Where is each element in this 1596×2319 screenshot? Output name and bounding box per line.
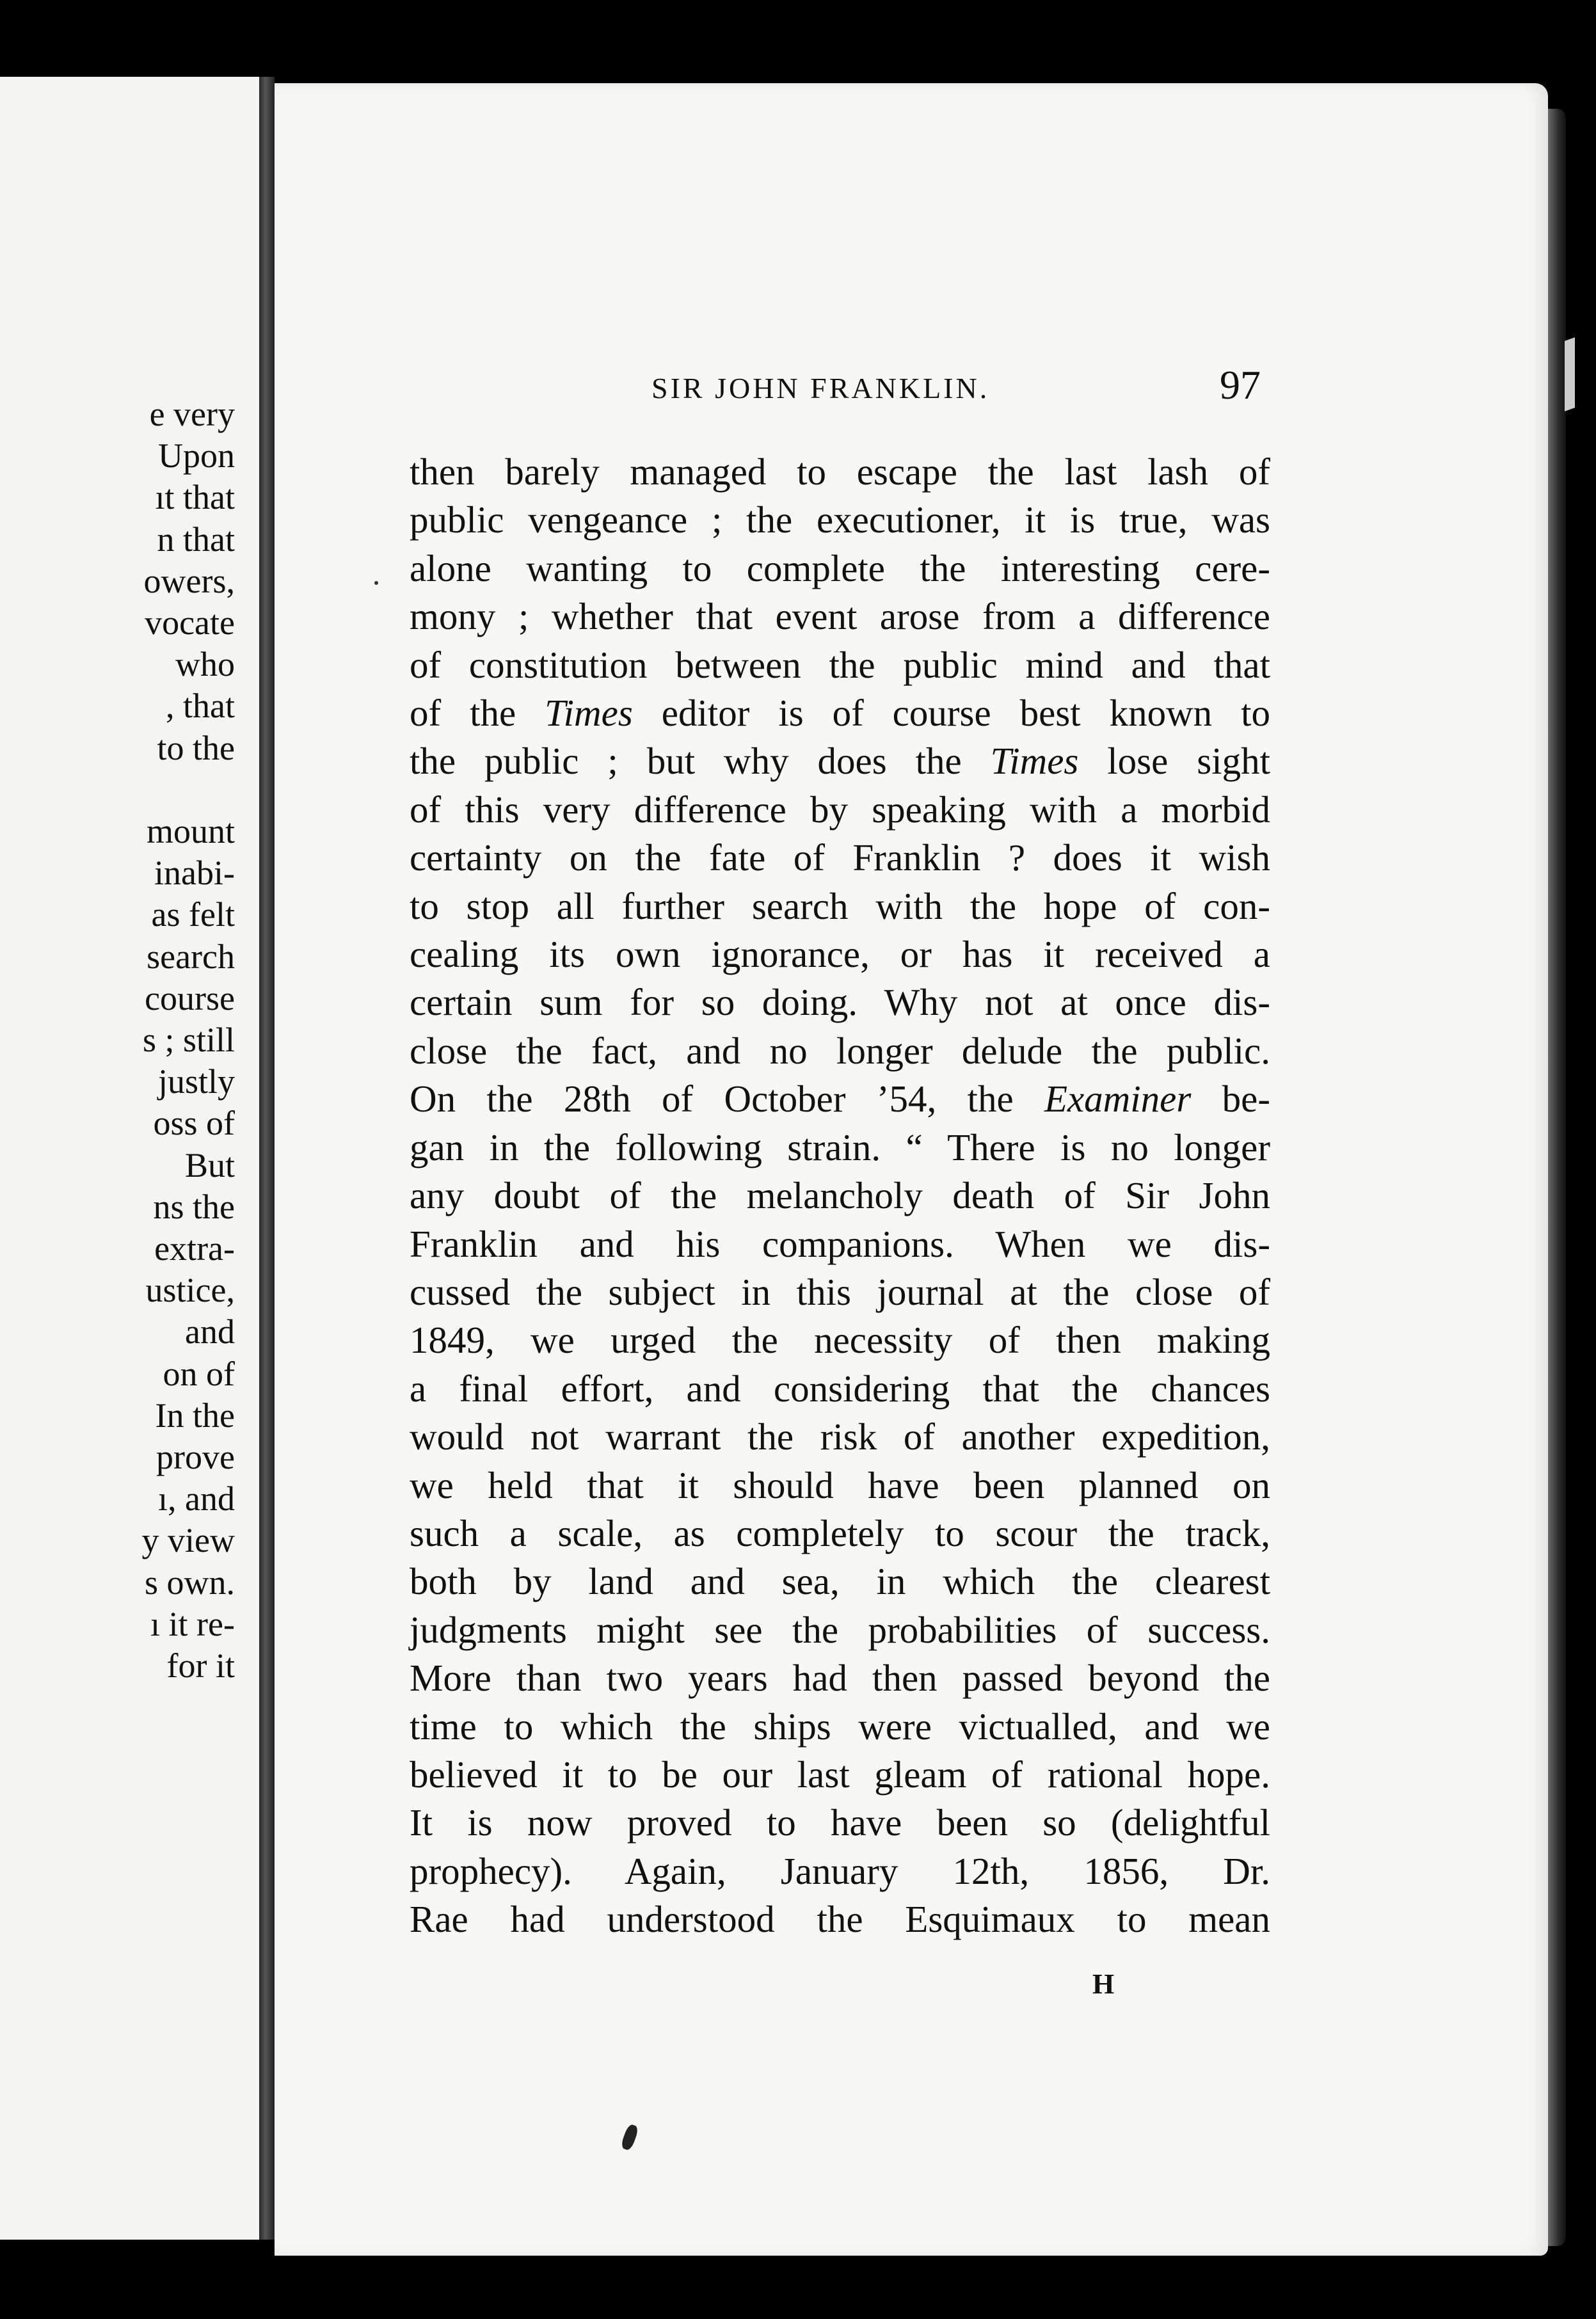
text-line: we held that it should have been planned on	[410, 1463, 1270, 1506]
body-text	[410, 448, 1270, 1944]
left-page-line: In the	[155, 1396, 235, 1435]
text-line: then barely managed to escape the last lash of	[410, 450, 1270, 493]
left-page-line: inabi-	[154, 854, 235, 893]
left-page-line: who	[175, 645, 235, 684]
left-page-line: owers,	[143, 561, 235, 600]
text-line: On the 28th of October ’54, the Examiner be-	[410, 1078, 1270, 1120]
text-line: alone wanting to complete the interesting cere-	[410, 546, 1270, 589]
signature-mark: H	[1092, 1968, 1115, 2000]
left-page-line: oss of	[153, 1104, 235, 1143]
text-line: More than two years had then passed beyond the	[410, 1657, 1270, 1700]
left-page-line: course	[145, 978, 235, 1017]
text-line: such a scale, as completely to scour the track,	[410, 1511, 1270, 1554]
left-page-fragment	[0, 77, 263, 2240]
text-line: of this very difference by speaking with a morbid	[410, 788, 1270, 831]
text-line: of constitution between the public mind and that	[410, 643, 1270, 686]
left-page-line: mount	[146, 812, 235, 850]
text-line: mony ; whether that event arose from a difference	[410, 595, 1270, 638]
text-line: close the fact, and no longer delude the public.	[410, 1029, 1270, 1072]
text-line: public vengeance ; the executioner, it is true, was	[410, 498, 1270, 541]
left-page-line: y view	[141, 1521, 235, 1560]
text-line: believed it to be our last gleam of rational hope.	[410, 1753, 1270, 1796]
left-page-line: ns the	[153, 1187, 235, 1226]
left-page-line: s own.	[144, 1563, 235, 1602]
text-line: to stop all further search with the hope of con-	[410, 884, 1270, 927]
left-page-line: Upon	[158, 436, 235, 475]
page-edge-tab	[1565, 337, 1575, 411]
left-page-line: extra-	[154, 1229, 235, 1268]
left-page-line: to the	[157, 728, 235, 767]
text-line: certainty on the fate of Franklin ? does it wish	[410, 836, 1270, 879]
text-line: a final effort, and considering that the chances	[410, 1367, 1270, 1410]
text-line: would not warrant the risk of another expedition,	[410, 1415, 1270, 1458]
text-line: judgments might see the probabilities of success.	[410, 1608, 1270, 1651]
left-page-line: for it	[166, 1646, 235, 1685]
left-page-line: on of	[163, 1354, 235, 1393]
left-page-line: prove	[156, 1438, 235, 1476]
left-page-line: ı, and	[158, 1479, 235, 1518]
text-line: time to which the ships were victualled, and we	[410, 1705, 1270, 1748]
left-page-line: ı it re-	[150, 1604, 235, 1643]
text-line: the public ; but why does the Times lose sight	[410, 740, 1270, 783]
left-page-line: s ; still	[142, 1021, 235, 1059]
left-page-line: and	[185, 1312, 235, 1351]
text-line: of the Times editor is of course best known to	[410, 692, 1271, 735]
page-number: 97	[1220, 362, 1261, 408]
left-page-line: ıt that	[155, 478, 235, 517]
ink-speck	[374, 581, 378, 585]
text-line: gan in the following strain. “ There is no longer	[410, 1126, 1270, 1168]
left-page-line: n that	[157, 520, 235, 559]
left-page-line: e very	[149, 395, 235, 433]
page-edge-shadow	[1548, 109, 1566, 2246]
left-page-line: as felt	[151, 895, 235, 934]
left-page-line: ustice,	[145, 1271, 235, 1310]
text-line: certain sum for so doing. Why not at once dis-	[410, 981, 1270, 1024]
book-spine	[259, 77, 275, 2240]
left-page-line: But	[184, 1145, 235, 1184]
text-line: any doubt of the melancholy death of Sir John	[410, 1174, 1270, 1217]
text-line: prophecy). Again, January 12th, 1856, Dr.	[410, 1849, 1270, 1892]
text-line: It is now proved to have been so (delightful	[410, 1801, 1270, 1844]
left-page-line: vocate	[145, 603, 235, 642]
text-line: 1849, we urged the necessity of then making	[410, 1319, 1270, 1362]
text-line: cussed the subject in this journal at the close of	[410, 1270, 1270, 1313]
left-page-line: justly	[157, 1062, 235, 1101]
text-line: Rae had understood the Esquimaux to mean	[410, 1898, 1270, 1941]
running-head: SIR JOHN FRANKLIN.	[651, 372, 990, 404]
text-line: both by land and sea, in which the clearest	[410, 1560, 1270, 1603]
text-line: Franklin and his companions. When we dis-	[410, 1222, 1270, 1265]
left-page-line: , that	[166, 687, 235, 726]
text-line: cealing its own ignorance, or has it received a	[410, 933, 1270, 976]
left-page-line: search	[147, 937, 235, 976]
